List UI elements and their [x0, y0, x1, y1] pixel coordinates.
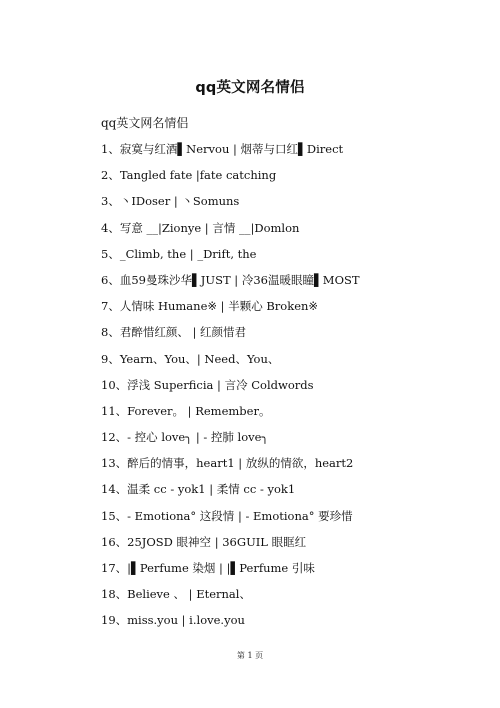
list-item: 8、君醉惜红颜、 | 红颜惜君 [101, 325, 247, 340]
list-item: 10、浮浅 Superficia | 言冷 Coldwords [101, 377, 314, 392]
list-item: 5、_Climb, the | _Drift, the [101, 246, 257, 261]
list-item: 13、醉后的情事，heart1 | 放纵的情欲，heart2 [101, 456, 354, 471]
page-title: qq英文网名情侣 [195, 80, 305, 96]
list-item: 15、- Emotiona° 这段情 | - Emotiona° 要珍惜 [101, 508, 353, 523]
list-item: 9、Yearn、You、| Need、You、 [101, 351, 280, 366]
list-item: 16、25JOSD 眼神空 | 36GUIL 眼眶红 [101, 534, 307, 549]
list-item: 2、Tangled fate |fate catching [101, 168, 277, 183]
list-item: 1、寂寞与红酒▌Nervou | 烟蒂与口红▌Direct [101, 142, 344, 156]
list-item: 11、Forever。 | Remember。 [101, 403, 271, 418]
list-item: 17、|▌Perfume 染烟 | |▌Perfume 引味 [101, 561, 315, 575]
document-subtitle: qq英文网名情侣 [101, 116, 189, 130]
page-number: 第 1 页 [236, 651, 264, 660]
list-item: 18、Believe 、 | Eternal、 [101, 587, 251, 602]
list-item: 3、丶IDoser | 丶Somuns [101, 194, 240, 209]
list-item: 6、血59曼珠沙华▌JUST | 冷36温暖眼瞳▌MOST [101, 272, 360, 287]
list-item: 4、写意 __|Zionye | 言情 __|Domlon [101, 220, 300, 235]
list-item: 19、miss.you | i.love.you [101, 613, 245, 628]
list-item: 14、温柔 cc - yok1 | 柔情 cc - yok1 [101, 482, 296, 497]
list-item: 7、人情味 Humane※ | 半颗心 Broken※ [101, 299, 319, 314]
name-list [101, 140, 481, 638]
list-item: 12、- 控心 love╮ | - 控肺 love╮ [101, 430, 269, 445]
